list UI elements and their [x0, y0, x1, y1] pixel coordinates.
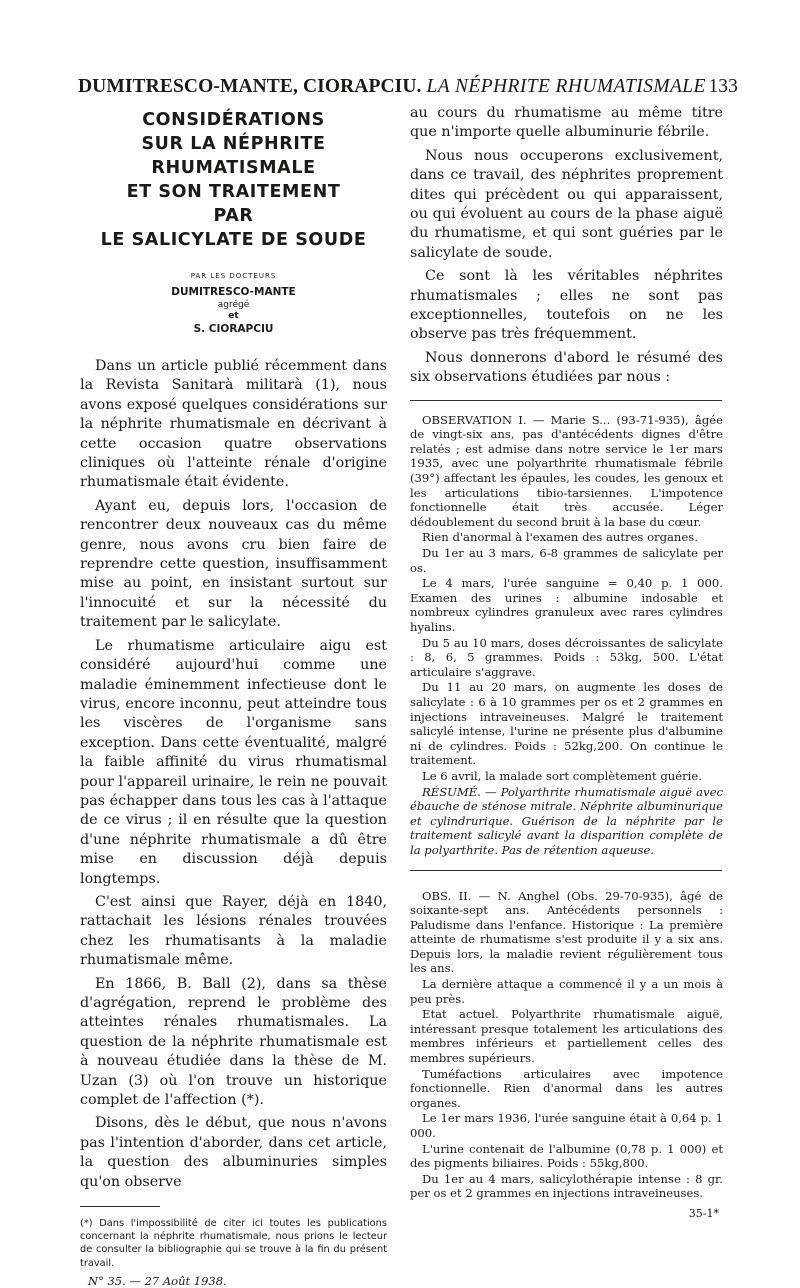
footnote-rule [80, 1206, 160, 1207]
obs-paragraph: Etat actuel. Polyarthrite rhumatismale aiguë, intéressant presque totalement les articulations des membres inférieurs et partiellement celles des membres supérieurs. [410, 1007, 723, 1066]
obs-paragraph: Du 5 au 10 mars, doses décroissantes de salicylate : 8, 6, 5 grammes. Poids : 53kg, 500. L'état articulaire s'aggrave. [410, 635, 723, 679]
obs-paragraph: Du 1er au 3 mars, 6-8 grammes de salicylate per os. [410, 546, 723, 575]
page-number: 133 [708, 76, 738, 97]
obs-paragraph: Le 6 avril, la malade sort complètement guérie. [422, 768, 702, 783]
obs-paragraph: Le 4 mars, l'urée sanguine = 0,40 p. 1 000. Examen des urines : albumine indosable et nombreux cylindres granuleux avec rares cylindres hyalins. [410, 576, 723, 634]
paragraph: Le rhumatisme articulaire aigu est considéré aujourd'hui comme une maladie éminemment infectieuse dont le virus, encore inconnu, peut atteindre tous les viscères de l'organisme sans exception. Dans cette éventualité, malgré la faible affinité du virus rhumatismal pour l'appareil urinaire, le rein ne pouvait pas échapper dans tous les cas à l'attaque de ce virus ; il en résulte que la question d'une néphrite rhumatismale a dû être mise en discussion déjà depuis longtemps. [80, 637, 387, 887]
left-body [80, 357, 387, 1192]
article-title [80, 108, 387, 252]
title-line: PAR [213, 206, 254, 226]
right-body [410, 104, 723, 388]
obs-paragraph: L'urine contenait de l'albumine (0,78 p. 1 000) et des pigments biliaires. Poids : 55kg,800. [410, 1141, 723, 1171]
paragraph: C'est ainsi que Rayer, déjà en 1840, rattachait les lésions rénales trouvées chez les rhumatisants à la maladie rhumatismale même. [80, 893, 387, 969]
paragraph: En 1866, B. Ball (2), dans sa thèse d'agrégation, reprend le problème des atteintes rénales rhumatismales. La question de la néphrite rhumatismale est à nouveau étudiée dans la thèse de M. Uzan (3) où l'on trouve un historique complet de l'affection (*). [80, 975, 387, 1109]
obs-paragraph: RÉSUMÉ. — Polyarthrite rhumatismale aiguë avec ébauche de sténose mitrale. Néphrite albuminurique et cylindrurique. Guérison de la néphrite par le traitement salicylé avant la disparition complète de la polyarthrite. Pas de rétention aqueuse. [410, 784, 723, 857]
paragraph: Ce sont là les véritables néphrites rhumatismales ; elles ne sont pas exceptionnelles, toutefois on ne les observe pas très fréquemment. [410, 268, 723, 343]
author-1: DUMITRESCO-MANTE [171, 286, 296, 298]
byline-conj: et [228, 311, 239, 321]
paragraph: au cours du rhumatisme au même titre que n'importe quelle albuminurie fébrile. [410, 105, 723, 141]
obs-paragraph: Tuméfactions articulaires avec impotence fonctionnelle. Rien d'anormal dans les autres organes. [410, 1066, 723, 1110]
paragraph: Disons, dès le début, que nous n'avons pas l'intention d'aborder, dans cet article, la question des albuminuries simples qu'on observe [80, 1115, 387, 1190]
paragraph: Dans un article publié récemment dans la Revista Sanitarà militarà (1), nous avons exposé quelques considérations sur la néphrite rhumatismale en décrivant à cette occasion quatre observations cliniques où l'atteinte rénale d'origine rhumatismale était évidente. [80, 358, 387, 491]
section-divider [410, 870, 722, 871]
obs-paragraph: OBS. II. — N. Anghel (Obs. 29-70-935), âgé de soixante-sept ans. Antécédents personnels : Paludisme dans l'enfance. Historique : La première atteinte de rhumatisme s'est produite il y a six ans. Depuis lors, la maladie revient régulièrement tous les ans. [410, 888, 723, 976]
title-line: ET SON TRAITEMENT [126, 182, 341, 202]
right-column [410, 104, 723, 1220]
issue-line: N° 35. — 27 Août 1938. [88, 1273, 227, 1288]
paragraph: Nous nous occuperons exclusivement, dans ce travail, des néphrites proprement dites qui précèdent ou qui apparaissent, ou qui évoluent au cours de la phase aiguë du rhumatisme, et qui sont guéries par le salicylate de soude. [410, 147, 723, 261]
footnote: (*) Dans l'impossibilité de citer ici toutes les publications concernant la néphrite rhumatismale, nous prions le lecteur de consulter la bibliographie qui se trouve à la fin du présent travail. [80, 1218, 387, 1269]
section-divider [410, 400, 722, 401]
obs-paragraph: Du 11 au 20 mars, on augmente les doses de salicylate : 6 à 10 grammes per os et 2 grammes en injections intraveineuses. Malgré le traitement salicylé intense, l'urine ne présente plus d'albumine ni de cylindres. Poids : 52kg,200. On continue le traitement. [410, 680, 723, 768]
obs-paragraph: OBSERVATION I. — Marie S... (93-71-935), âgée de vingt-six ans, pas d'antécédents dignes d'être relatés ; est admise dans notre service le 1er mars 1935, avec une polyarthrite rhumatismale fébrile (39°) affectant les épaules, les coudes, les genoux et les articulations tibio-tarsiennes. L'impotence fonctionnelle était très accusée. Léger dédoublement du second bruit à la base du cœur. [410, 412, 723, 529]
observation-2 [410, 889, 723, 1201]
title-line: RHUMATISMALE [151, 158, 316, 178]
title-line: SUR LA NÉPHRITE [141, 134, 326, 154]
signature-mark: 35-1* [688, 1206, 719, 1220]
observation-1 [410, 413, 723, 858]
paragraph: Ayant eu, depuis lors, l'occasion de rencontrer deux nouveaux cas du même genre, nous avons cru bien faire de reprendre cette question, insuffisamment mise au point, en insistant surtout sur l'innocuité et sur la nécessité du traitement par le salicylate. [80, 497, 387, 631]
obs-paragraph: La dernière attaque a commencé il y a un mois à peu près. [410, 977, 723, 1006]
obs-paragraph: Rien d'anormal à l'examen des autres organes. [422, 530, 698, 545]
left-column [80, 108, 387, 1288]
obs-paragraph: Du 1er au 4 mars, salicylothérapie intense : 8 gr. per os et 2 grammes en injections intraveineuses. [410, 1171, 723, 1201]
title-line: LE SALICYLATE DE SOUDE [100, 230, 367, 250]
byline-intro: PAR LES DOCTEURS [190, 272, 277, 280]
author-rank: agrégé [217, 300, 250, 310]
paragraph: Nous donnerons d'abord le résumé des six observations étudiées par nous : [410, 349, 723, 386]
author-2: S. CIORAPCIU [193, 323, 274, 335]
obs-paragraph: Le 1er mars 1936, l'urée sanguine était à 0,64 p. 1 000. [410, 1111, 723, 1140]
running-header [78, 76, 738, 98]
byline [80, 272, 387, 337]
title-line: CONSIDÉRATIONS [142, 110, 325, 130]
header-authors: DUMITRESCO-MANTE, CIORAPCIU. [78, 76, 422, 97]
header-title: LA NÉPHRITE RHUMATISMALE [426, 76, 706, 97]
